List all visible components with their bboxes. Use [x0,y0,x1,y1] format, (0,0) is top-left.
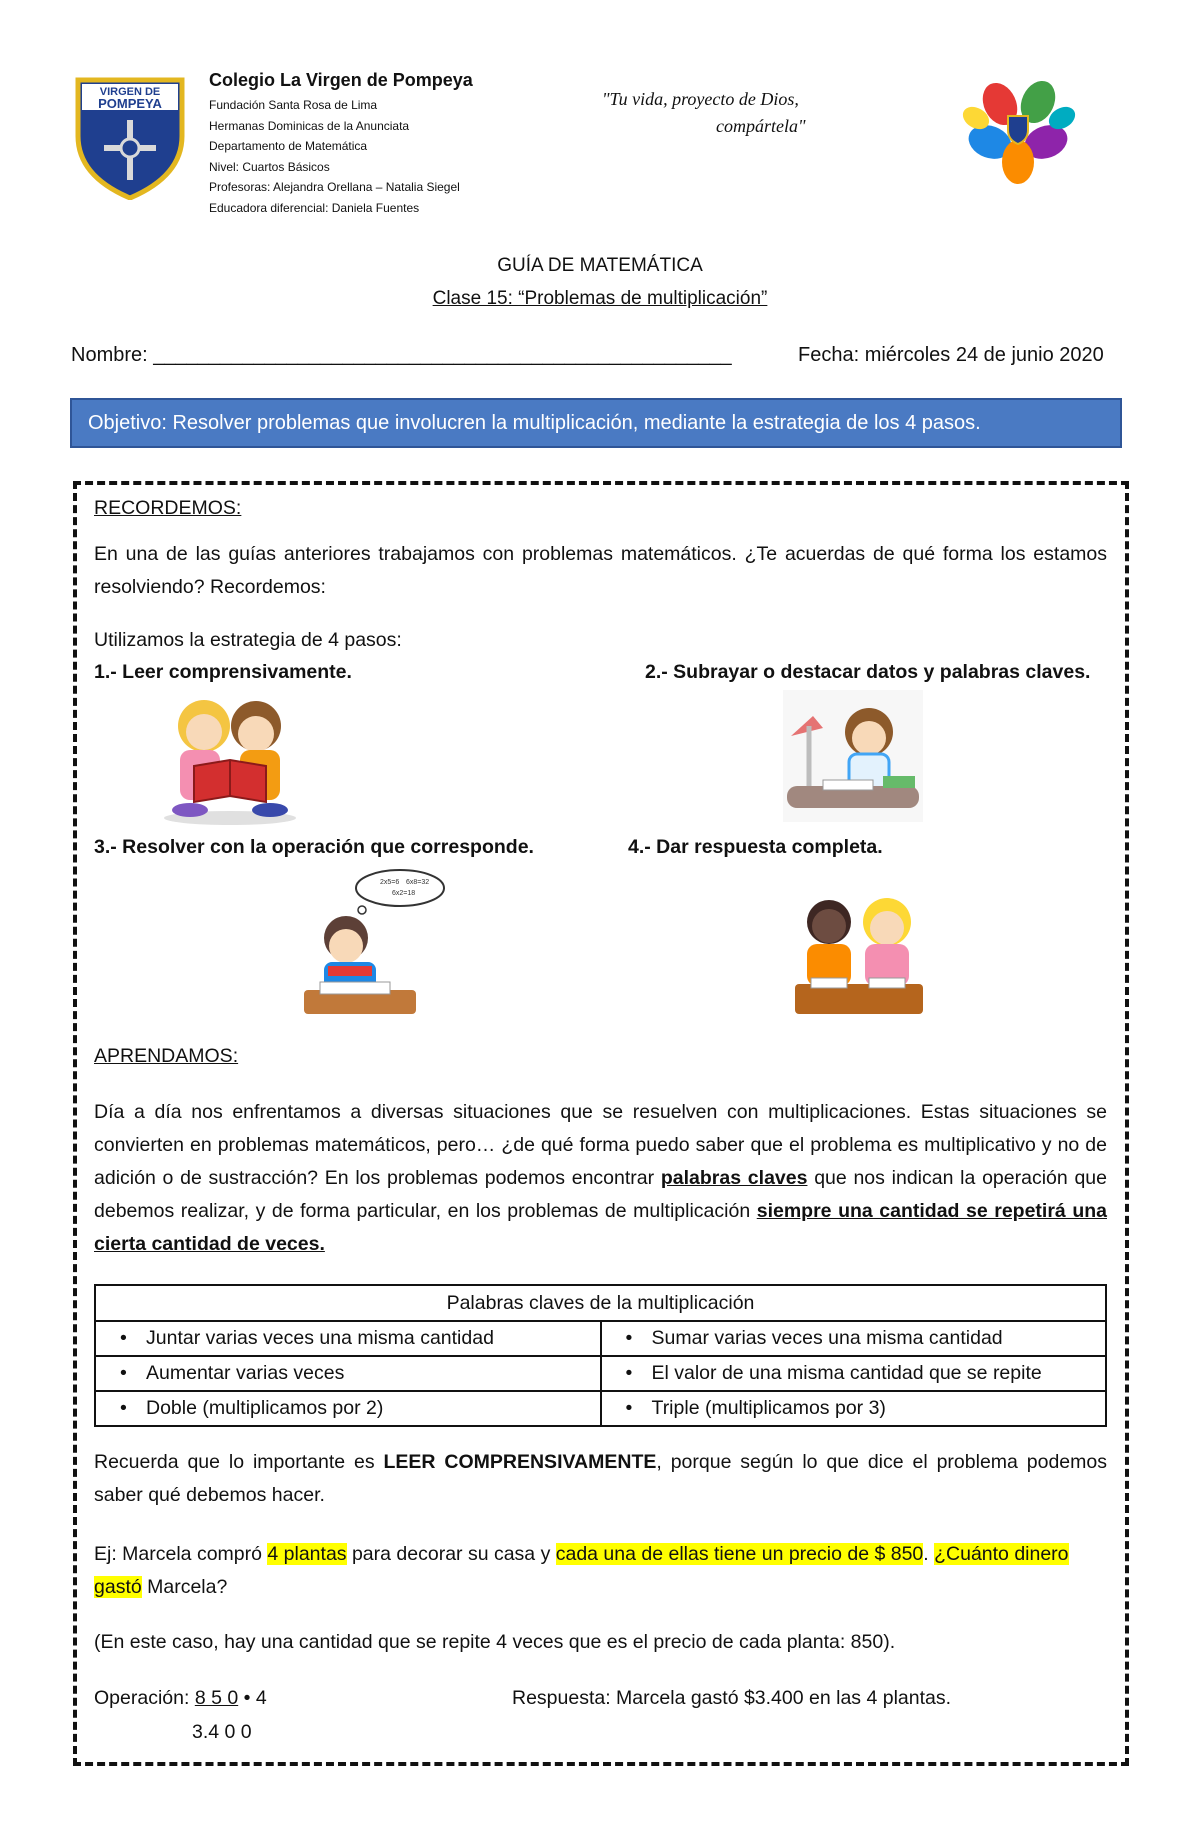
guide-title: GUÍA DE MATEMÁTICA [497,255,703,276]
step-1: 1.- Leer comprensivamente. [94,661,352,683]
example-text-1: Ej: Marcela compró [94,1543,268,1565]
keyword-cell: • Doble (multiplicamos por 2) [95,1391,601,1426]
keywords-emphasis: palabras claves [660,1167,808,1189]
step-4: 4.- Dar respuesta completa. [628,836,883,858]
operation-rest: • 4 [238,1687,267,1709]
strategy-text: Utilizamos la estrategia de 4 pasos: [94,629,402,651]
recordemos-heading: RECORDEMOS: [94,497,242,519]
reminder-start: Recuerda que lo importante es [94,1451,384,1473]
example-highlight-question: ¿Cuánto dinero gastó [94,1543,1069,1598]
aprendamos-heading: APRENDAMOS: [94,1045,239,1067]
repeat-rule-emphasis: siempre una cantidad se repetirá una cierta cantidad de veces. [94,1200,1107,1255]
keywords-table-header: Palabras claves de la multiplicación [95,1285,1106,1321]
keyword-cell: • Sumar varias veces una misma cantidad [601,1321,1107,1356]
school-shield-logo [74,76,186,200]
bubble-text-b: 6x8=32 [406,879,430,886]
header-line-foundation: Fundación Santa Rosa de Lima [209,98,378,112]
date-label: Fecha: miércoles 24 de junio 2020 [798,344,1104,366]
boy-solving-illustration [300,866,460,1020]
operation-label: Operación: [94,1687,195,1709]
reminder-emphasis: LEER COMPRENSIVAMENTE [383,1451,657,1473]
motto-line-1: "Tu vida, proyecto de Dios, [602,89,799,109]
header-line-teachers: Profesoras: Alejandra Orellana – Natalia Siegel [209,180,460,194]
bubble-text-a: 2x5=6 [380,879,400,886]
recordemos-intro: En una de las guías anteriores trabajamos con problemas matemáticos. ¿Te acuerdas de qué forma los estamos resolviendo? Recordemos: [94,543,1107,598]
keyword-cell: • El valor de una misma cantidad que se repite [601,1356,1107,1391]
header-line-order: Hermanas Dominicas de la Anunciata [209,118,410,133]
keyword-cell: • Aumentar varias veces [95,1356,601,1391]
header-line-educator: Educadora diferencial: Daniela Fuentes [209,200,420,215]
explanation-text: (En este caso, hay una cantidad que se repite 4 veces que es el precio de cada planta: 850). [94,1631,896,1653]
kids-answering-illustration [793,892,925,1024]
example-paragraph [94,1538,1107,1604]
keyword-cell: • Juntar varias veces una misma cantidad [95,1321,601,1356]
keywords-table-wrap [94,1284,1107,1427]
table-row [95,1391,1106,1426]
operation-number: 8 5 0 [194,1687,239,1709]
objective-banner: Objetivo: Resolver problemas que involucren la multiplicación, mediante la estrategia de los 4 pasos. [70,398,1122,448]
answer-text: Respuesta: Marcela gastó $3.400 en las 4 plantas. [512,1687,952,1709]
keywords-table-header-row [95,1285,1106,1321]
keyword-cell: • Triple (multiplicamos por 3) [601,1391,1107,1426]
table-row [95,1321,1106,1356]
motto [560,86,880,140]
girl-studying-illustration [783,690,923,822]
school-info [209,70,609,218]
class-subtitle: Clase 15: “Problemas de multiplicación” [432,288,768,309]
table-row [95,1356,1106,1391]
example-text-3: . [923,1543,935,1565]
step-3: 3.- Resolver con la operación que corresponde. [94,836,534,858]
header-line-level: Nivel: Cuartos Básicos [209,159,330,174]
example-text-2: para decorar su casa y [346,1543,556,1565]
operation-result: 3.4 0 0 [192,1721,252,1743]
school-name: Colegio La Virgen de Pompeya [209,70,473,90]
reminder-end: , porque según lo que dice el problema podemos saber qué debemos hacer. [94,1451,1107,1506]
aprendamos-paragraph [94,1096,1107,1261]
motto-line-2: compártela" [716,116,806,136]
aprendamos-text-middle: que nos indican la operación que debemos realizar, y de forma particular, en los problemas de multiplicación [94,1167,1107,1222]
header-line-department: Departamento de Matemática [209,139,368,153]
kids-reading-illustration [160,690,300,826]
step-2: 2.- Subrayar o destacar datos y palabras claves. [645,661,1091,683]
reminder-paragraph [94,1446,1107,1512]
keywords-table [94,1284,1107,1427]
shield-text-bottom: POMPEYA [98,96,162,111]
example-highlight-price: cada una de ellas tiene un precio de $ 850 [555,1543,924,1565]
shield-text-top: VIRGEN DE [99,86,161,98]
example-text-4: Marcela? [141,1576,228,1598]
example-highlight-quantity: 4 plantas [267,1543,347,1565]
aprendamos-text-start: Día a día nos enfrentamos a diversas situaciones que se resuelven con multiplicaciones. Estas situaciones se convierten en problemas matemáticos, pero… ¿de qué forma puedo saber que el problema es multiplicativo y no de adición o de sustracción? En los problemas podemos encontrar [94,1101,1107,1189]
colorful-hands-logo [958,68,1078,186]
name-field[interactable]: Nombre: ____________________________________________________ [71,344,732,366]
bubble-text-c: 6x2=18 [392,890,416,897]
operation-line [94,1682,267,1715]
